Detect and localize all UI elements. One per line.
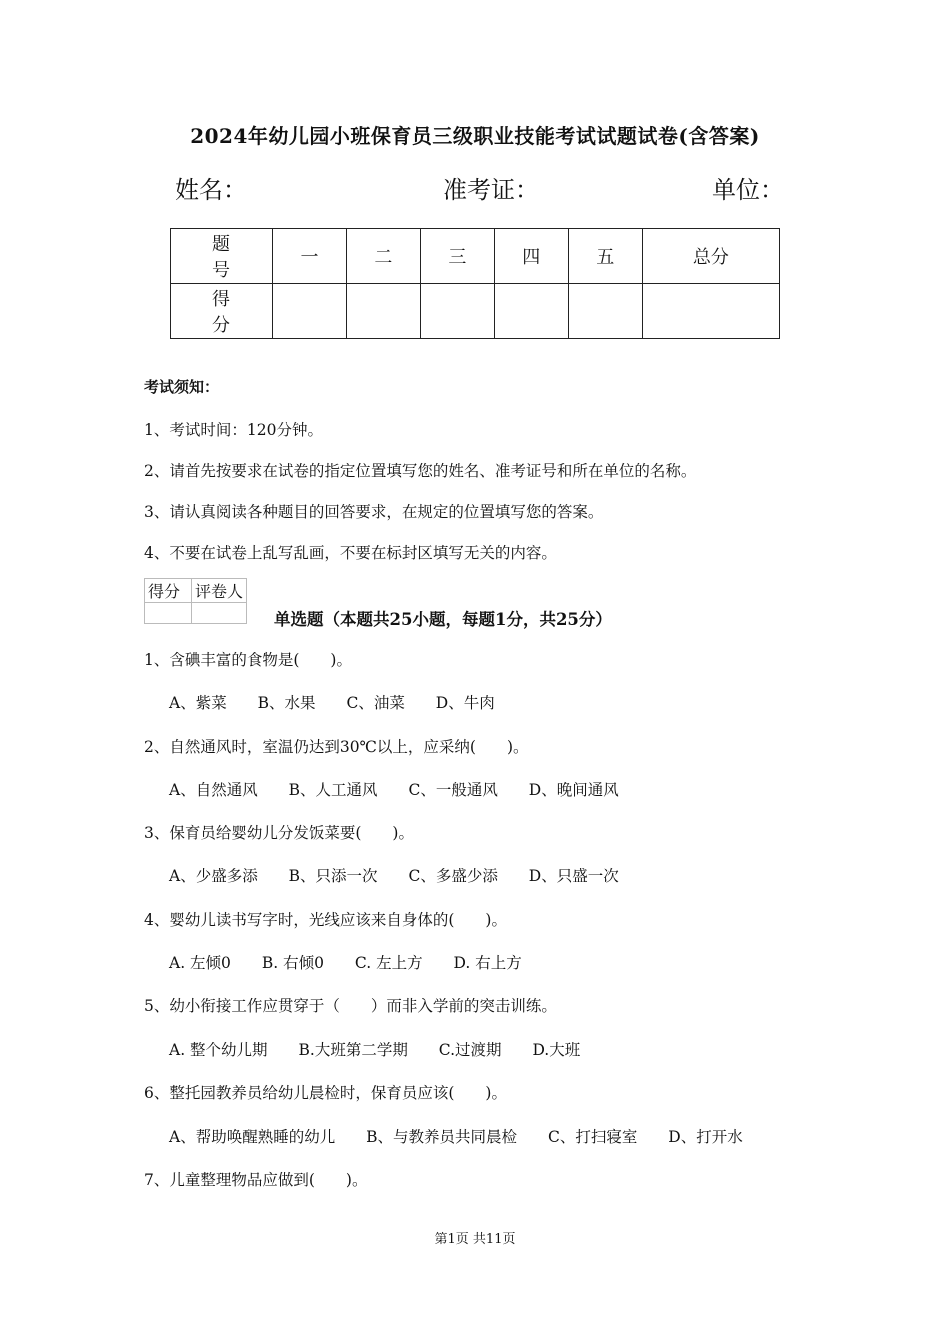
notice-item: 1、考试时间：120分钟。 (144, 421, 323, 439)
score-table-col-5: 五 (568, 229, 642, 284)
exam-id-field-label: 准考证： (443, 176, 539, 204)
question-3-options (169, 864, 645, 886)
option[interactable]: C、一般通风 (408, 781, 498, 799)
option[interactable]: B. 右倾0 (261, 954, 324, 972)
question-4-options (169, 951, 548, 973)
option[interactable]: D. 右上方 (453, 954, 522, 972)
score-table-question-no-label: 题 号 (171, 229, 273, 284)
question-2: 2、自然通风时，室温仍达到30℃以上，应采纳( )。 (144, 738, 529, 756)
question-7: 7、儿童整理物品应做到( )。 (144, 1171, 368, 1189)
option[interactable]: C、多盛少添 (408, 867, 498, 885)
score-cell-total[interactable] (642, 284, 779, 339)
option[interactable]: C. 左上方 (354, 954, 423, 972)
option[interactable]: D.大班 (532, 1041, 581, 1059)
score-table-score-row (171, 284, 780, 339)
option[interactable]: D、晚间通风 (528, 781, 619, 799)
grader-reviewer-label: 评卷人 (192, 579, 247, 603)
score-table-header-row (171, 229, 780, 284)
score-table-col-1: 一 (273, 229, 347, 284)
grader-box (144, 578, 247, 624)
score-cell-3[interactable] (420, 284, 494, 339)
score-table (170, 228, 780, 339)
question-4: 4、婴幼儿读书写字时，光线应该来自身体的( )。 (144, 911, 507, 929)
notice-item: 2、请首先按要求在试卷的指定位置填写您的姓名、准考证号和所在单位的名称。 (144, 462, 697, 480)
notice-heading: 考试须知： (144, 378, 220, 396)
option[interactable]: C.过渡期 (438, 1041, 502, 1059)
option[interactable]: D、打开水 (668, 1128, 743, 1146)
option[interactable]: A、少盛多添 (169, 867, 258, 885)
question-3: 3、保育员给婴幼儿分发饭菜要( )。 (144, 824, 414, 842)
score-cell-4[interactable] (494, 284, 568, 339)
option[interactable]: A. 整个幼儿期 (169, 1041, 268, 1059)
score-table-score-label: 得 分 (171, 284, 273, 339)
score-table-col-4: 四 (494, 229, 568, 284)
section-title: 单选题（本题共25小题，每题1分，共25分） (274, 610, 612, 629)
grader-score-cell[interactable] (145, 603, 192, 624)
option[interactable]: A、帮助唤醒熟睡的幼儿 (169, 1128, 336, 1146)
question-1-options (169, 691, 521, 713)
option[interactable]: D、只盛一次 (528, 867, 619, 885)
score-cell-1[interactable] (273, 284, 347, 339)
question-2-options (169, 778, 645, 800)
notice-item: 3、请认真阅读各种题目的回答要求，在规定的位置填写您的答案。 (144, 503, 604, 521)
option[interactable]: B、人工通风 (288, 781, 378, 799)
page-footer: 第1页 共11页 (434, 1232, 516, 1247)
unit-field-label: 单位： (712, 176, 784, 204)
option[interactable]: B、与教养员共同晨检 (366, 1128, 518, 1146)
page-title: 2024年幼儿园小班保育员三级职业技能考试试题试卷(含答案) (190, 124, 760, 148)
question-5-options (169, 1038, 606, 1060)
notice-item: 4、不要在试卷上乱写乱画，不要在标封区填写无关的内容。 (144, 544, 557, 562)
option[interactable]: A、自然通风 (169, 781, 258, 799)
option[interactable]: B、水果 (257, 694, 316, 712)
question-1: 1、含碘丰富的食物是( )。 (144, 651, 352, 669)
option[interactable]: A、紫菜 (169, 694, 227, 712)
option[interactable]: C、打扫寝室 (547, 1128, 638, 1146)
name-field-label: 姓名： (175, 176, 247, 204)
score-table-col-2: 二 (346, 229, 420, 284)
grader-reviewer-cell[interactable] (192, 603, 247, 624)
option[interactable]: C、油菜 (346, 694, 405, 712)
question-5: 5、幼小衔接工作应贯穿于（ ）而非入学前的突击训练。 (144, 997, 557, 1015)
option[interactable]: B.大班第二学期 (298, 1041, 408, 1059)
option[interactable]: A. 左倾0 (169, 954, 231, 972)
grader-score-label: 得分 (145, 579, 192, 603)
score-table-col-total: 总分 (642, 229, 779, 284)
question-6: 6、整托园教养员给幼儿晨检时，保育员应该( )。 (144, 1084, 507, 1102)
score-cell-2[interactable] (346, 284, 420, 339)
score-cell-5[interactable] (568, 284, 642, 339)
score-table-col-3: 三 (420, 229, 494, 284)
option[interactable]: D、牛肉 (435, 694, 495, 712)
question-6-options (169, 1125, 769, 1147)
option[interactable]: B、只添一次 (288, 867, 378, 885)
